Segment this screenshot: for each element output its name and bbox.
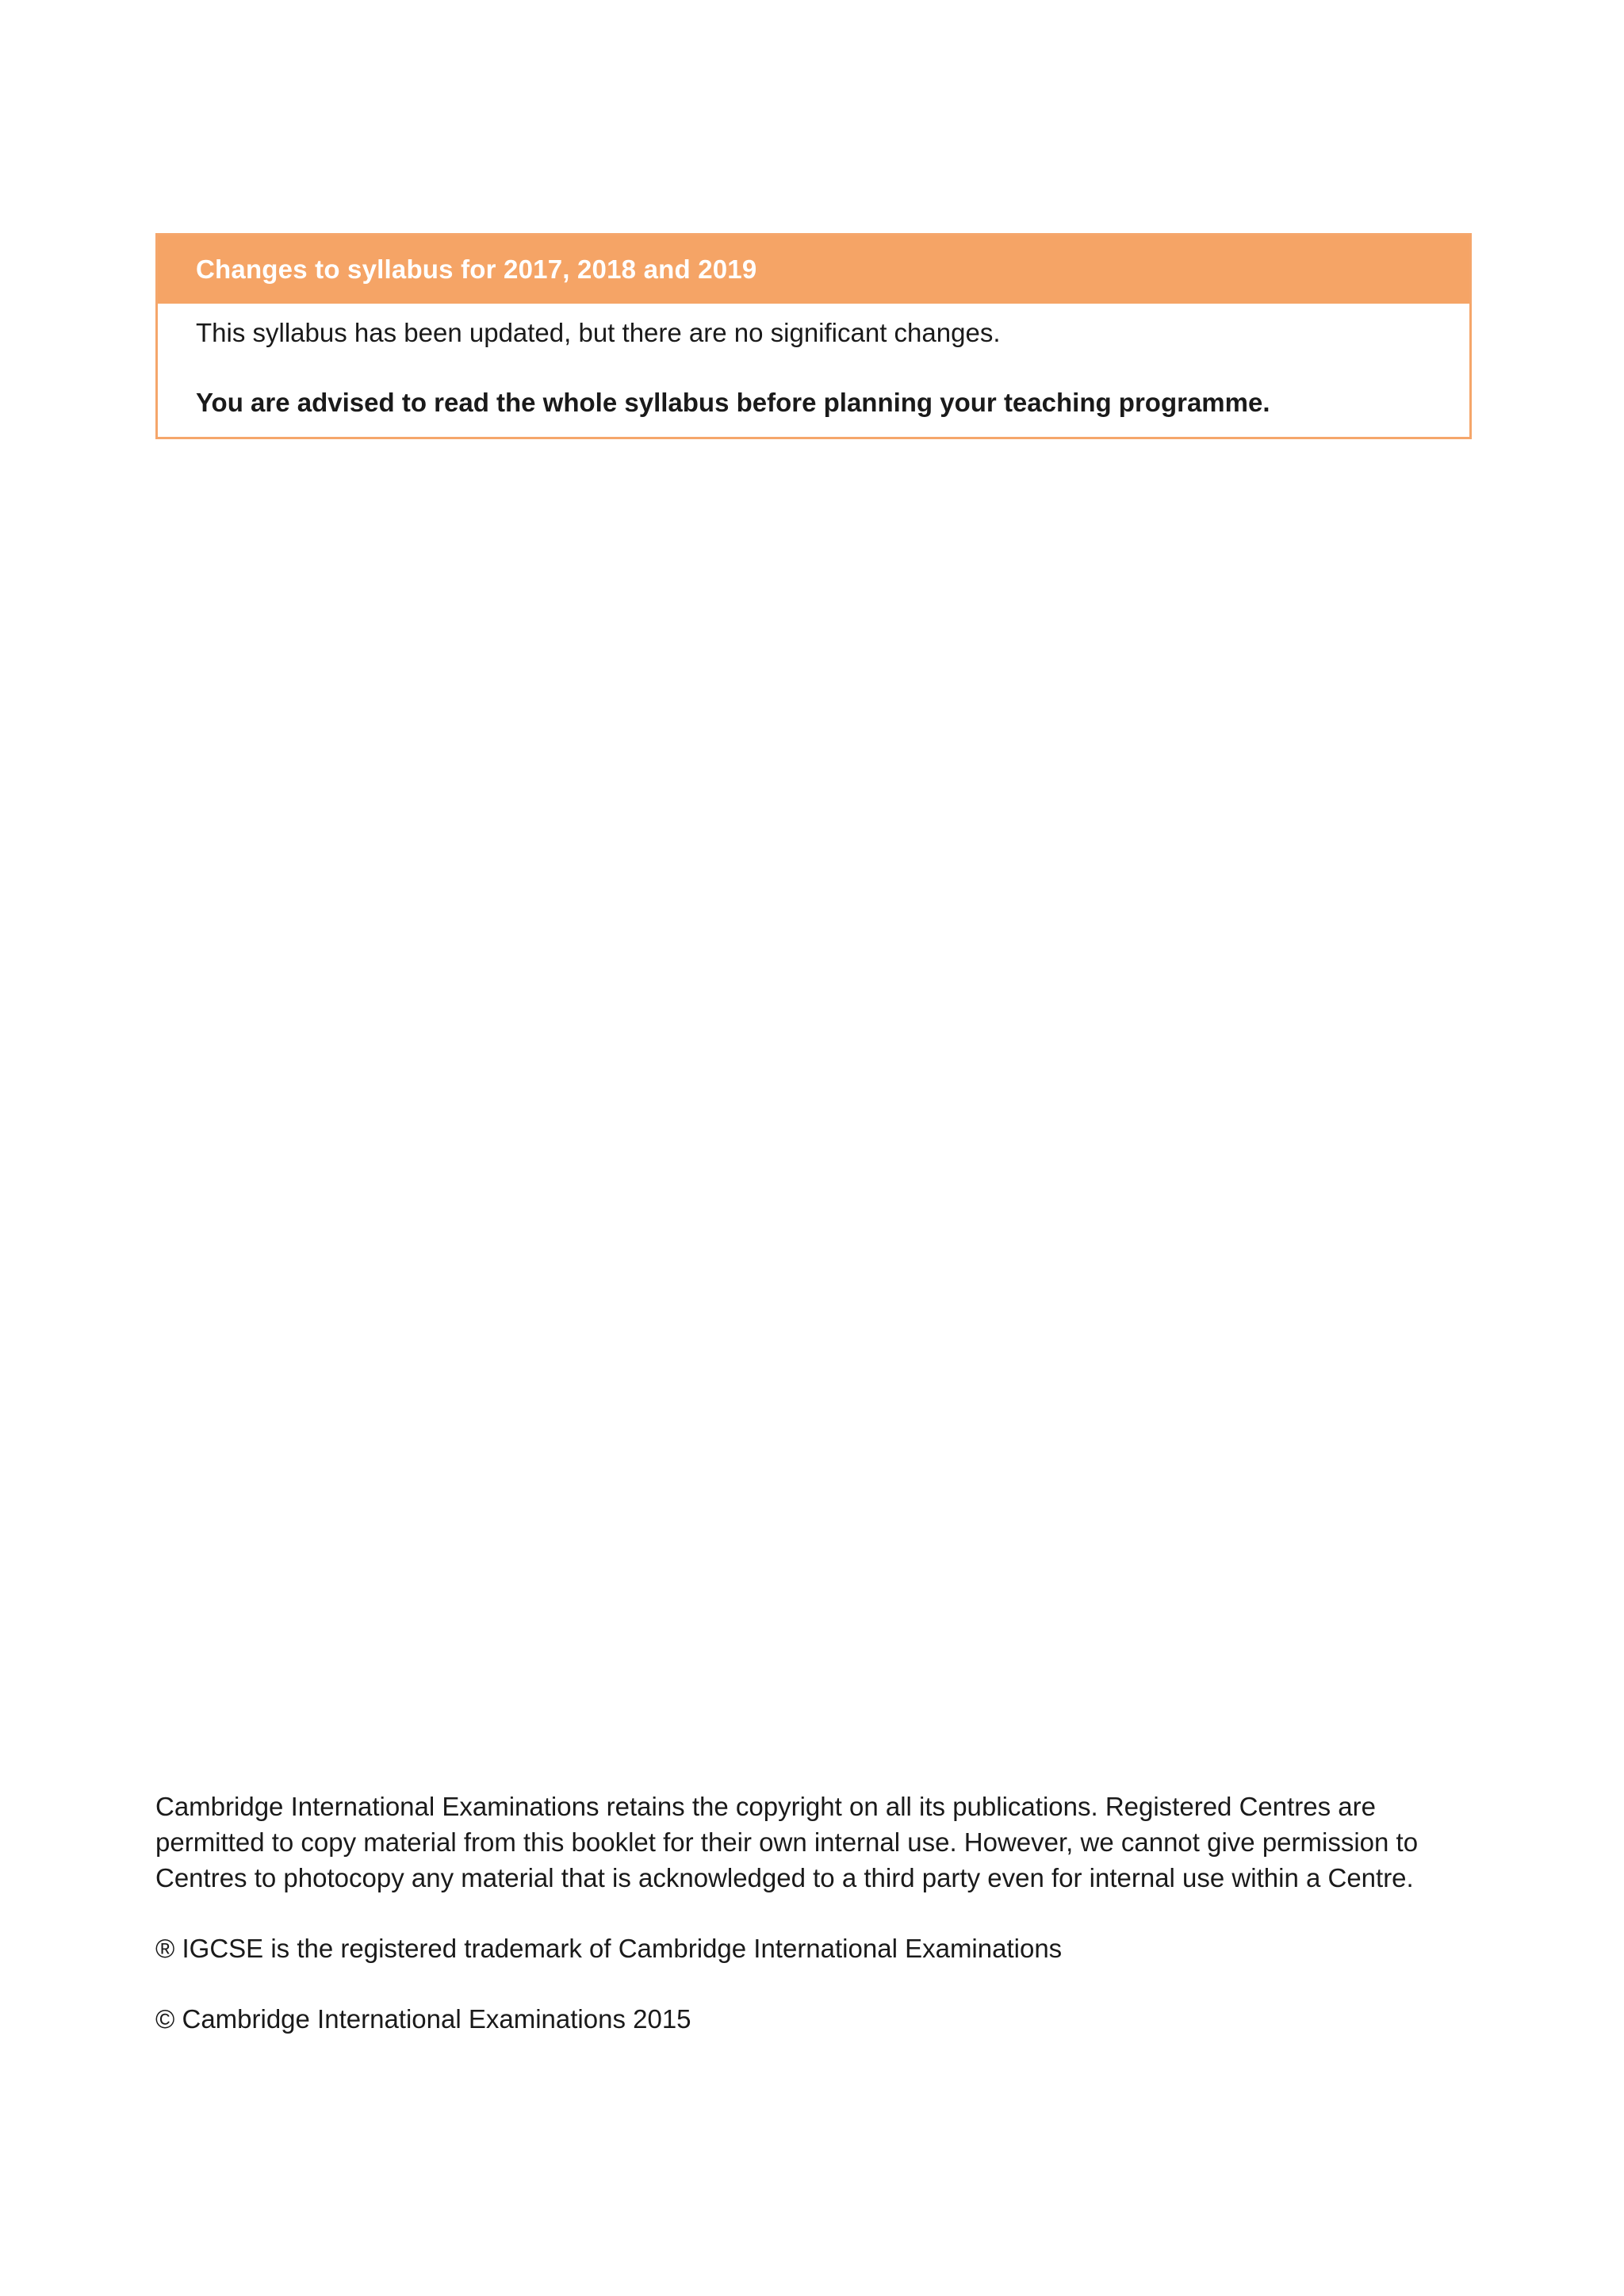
changes-title: Changes to syllabus for 2017, 2018 and 2019 <box>196 254 757 284</box>
changes-header <box>158 235 1469 304</box>
changes-box <box>155 233 1472 439</box>
copyright-notice: Cambridge International Examinations retains the copyright on all its publications. Registered Centres are permitted to copy material from this booklet for their own internal use. However, we cannot give permission to Centres to photocopy any material that is acknowledged to a third party even for internal use within a Centre. <box>155 1792 1419 1892</box>
changes-body <box>158 304 1469 437</box>
copyright-line: © Cambridge International Examinations 2015 <box>155 2004 691 2034</box>
trademark-notice: ® IGCSE is the registered trademark of Cambridge International Examinations <box>155 1934 1063 1963</box>
changes-advice: You are advised to read the whole syllabus before planning your teaching programme. <box>196 388 1270 417</box>
footer <box>155 1789 1488 2037</box>
changes-summary: This syllabus has been updated, but there are no significant changes. <box>196 318 1001 347</box>
